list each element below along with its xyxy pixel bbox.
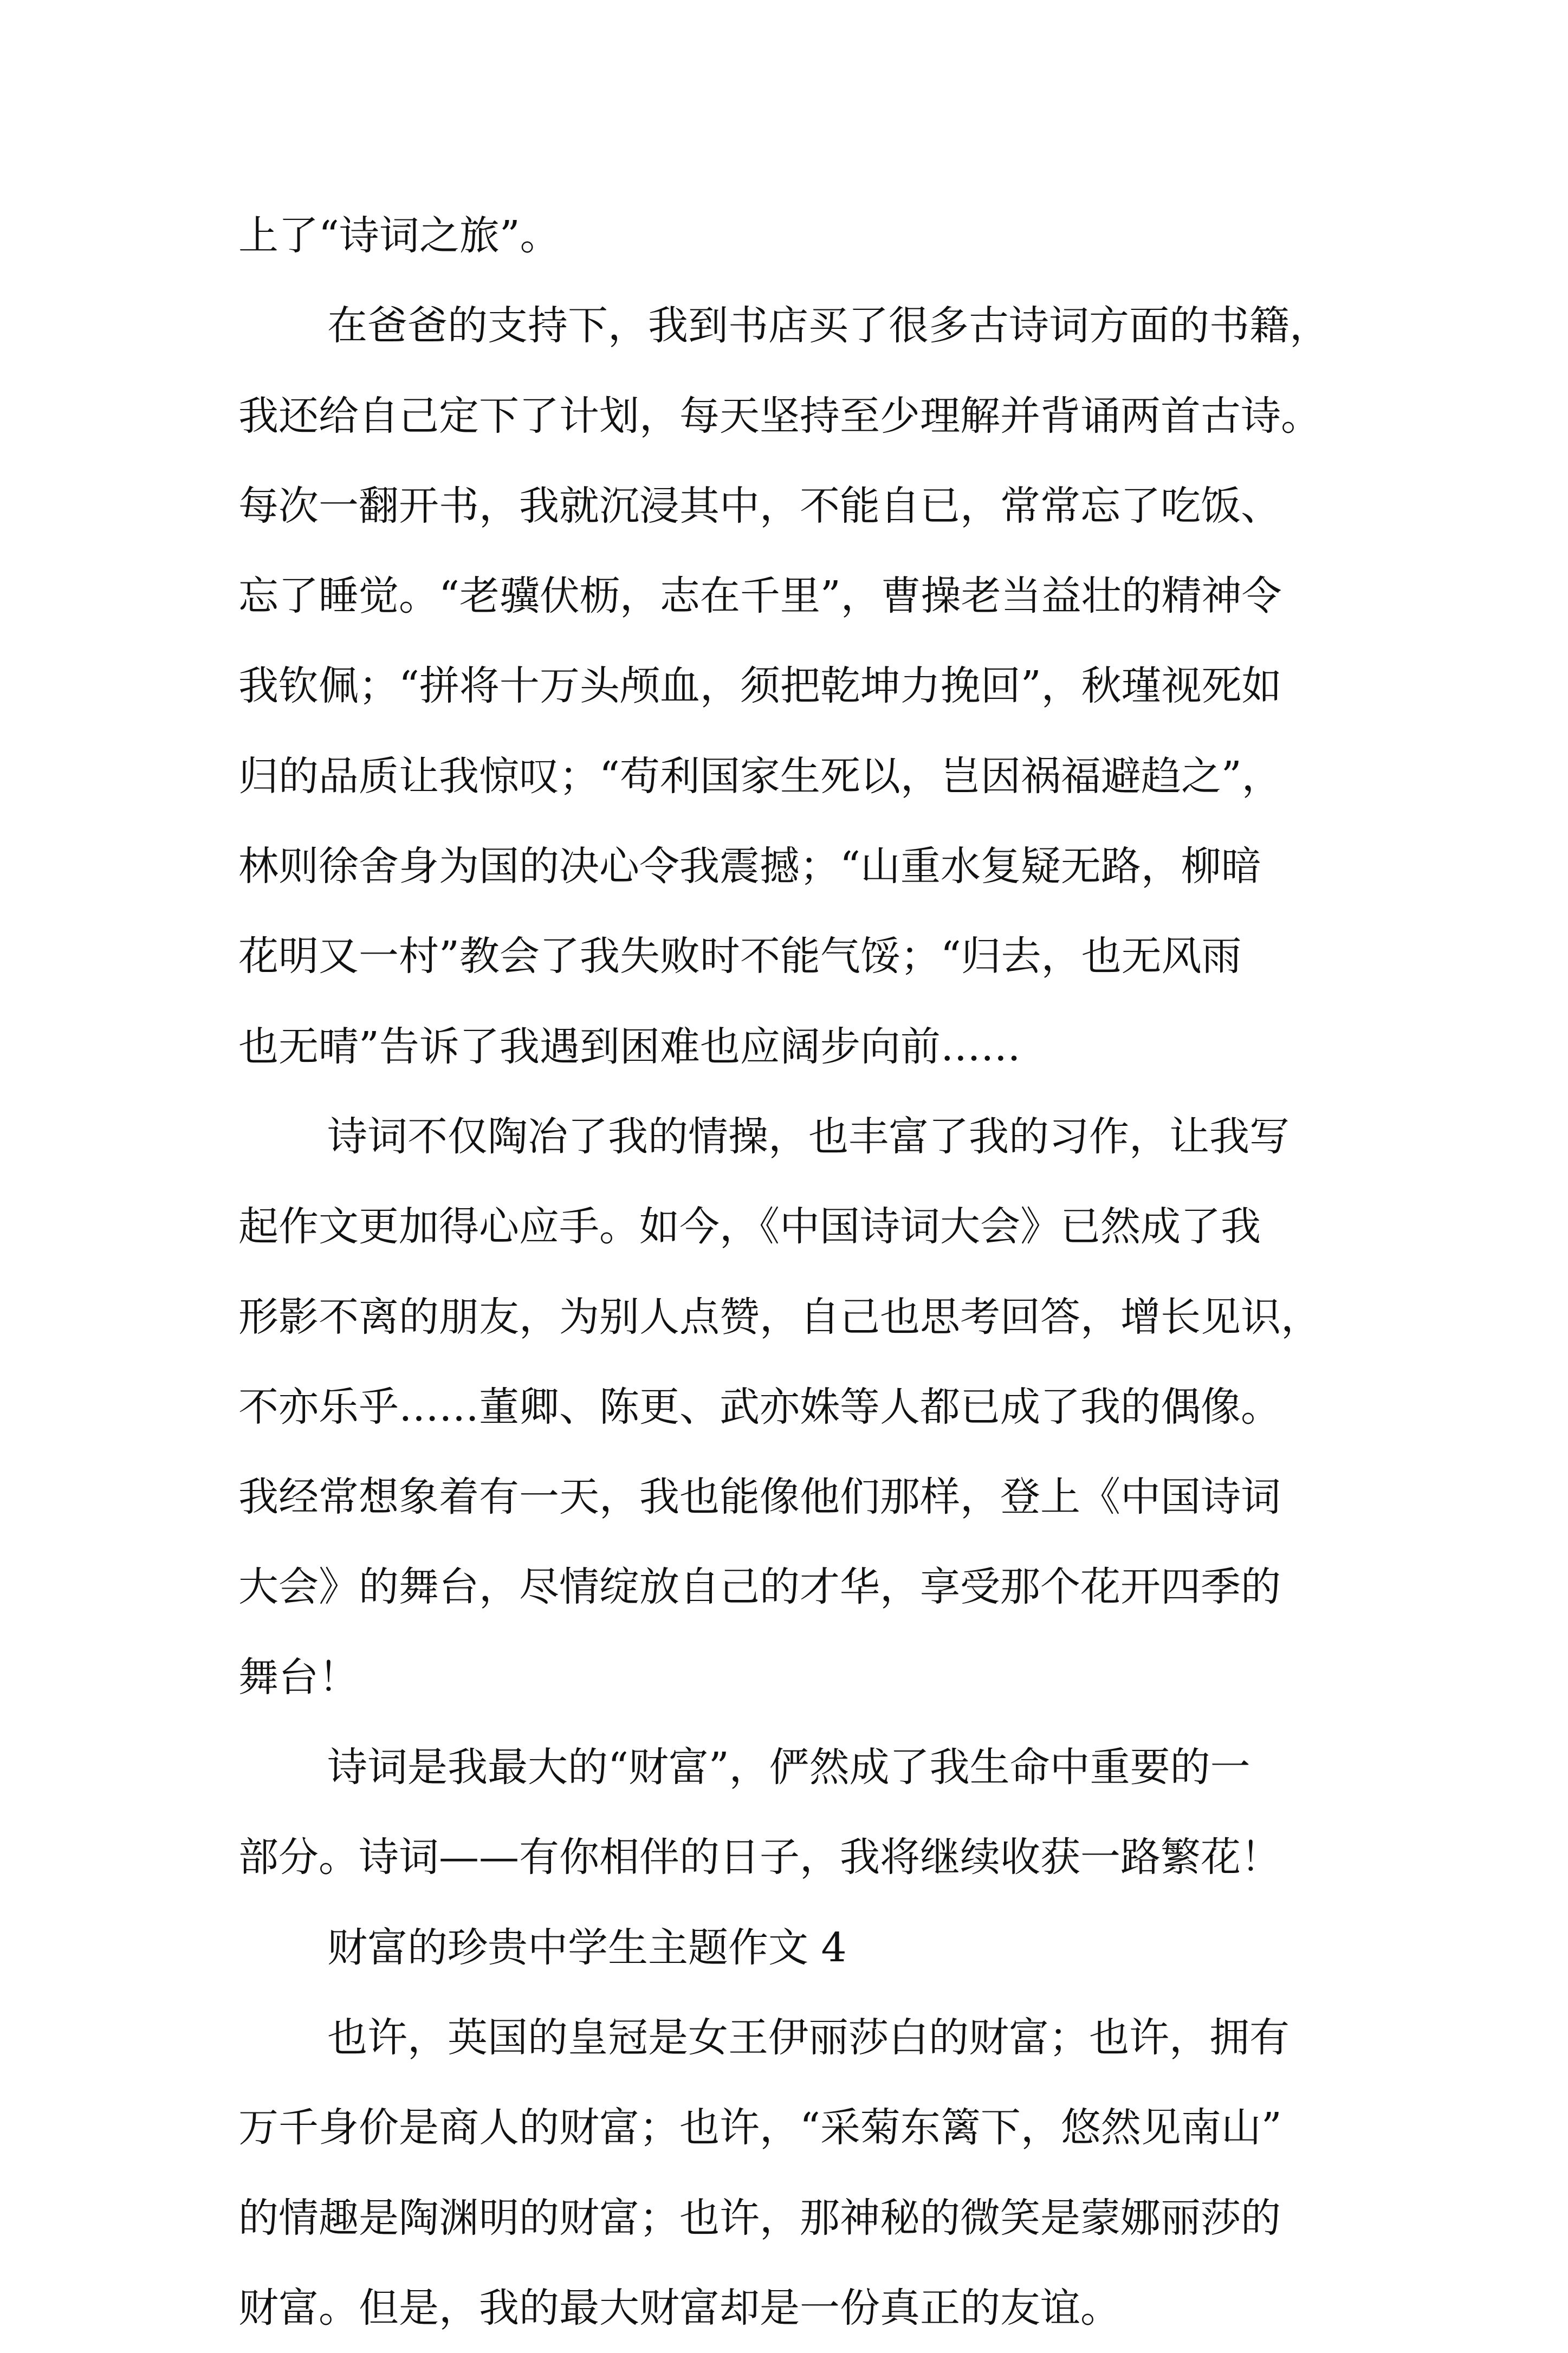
text-line: 我还给自己定下了计划，每天坚持至少理解并背诵两首古诗。 xyxy=(238,392,1321,439)
text-line: 我经常想象着有一天，我也能像他们那样，登上《中国诗词 xyxy=(238,1474,1281,1521)
text-line: 形影不离的朋友，为别人点赞，自己也思考回答，增长见识， xyxy=(238,1293,1321,1340)
text-line: 的情趣是陶渊明的财富；也许，那神秘的微笑是蒙娜丽莎的 xyxy=(238,2194,1281,2241)
text-line: 也无晴”告诉了我遇到困难也应阔步向前…… xyxy=(238,1023,1021,1070)
text-line: 起作文更加得心应手。如今，《中国诗词大会》已然成了我 xyxy=(238,1203,1261,1250)
text-line: 花明又一村”教会了我失败时不能气馁；“归去，也无风雨 xyxy=(238,933,1242,980)
text-line: 每次一翻开书，我就沉浸其中，不能自已，常常忘了吃饭、 xyxy=(238,482,1281,529)
text-line: 万千身价是商人的财富；也许，“采菊东篱下，悠然见南山” xyxy=(238,2104,1282,2151)
text-line: 诗词是我最大的“财富”，俨然成了我生命中重要的一 xyxy=(327,1744,1250,1791)
text-line: 舞台！ xyxy=(238,1654,359,1701)
text-line: 诗词不仅陶冶了我的情操，也丰富了我的习作，让我写 xyxy=(327,1113,1290,1160)
text-line: 部分。诗词——有你相伴的日子，我将继续收获一路繁花！ xyxy=(238,1834,1281,1881)
body-text xyxy=(238,191,1387,2353)
section-heading: 财富的珍贵中学生主题作文 4 xyxy=(327,1924,847,1971)
text-line: 也许，英国的皇冠是女王伊丽莎白的财富；也许，拥有 xyxy=(327,2014,1290,2061)
text-line: 在爸爸的支持下，我到书店买了很多古诗词方面的书籍， xyxy=(327,302,1330,349)
text-line: 大会》的舞台，尽情绽放自己的才华，享受那个花开四季的 xyxy=(238,1564,1281,1611)
text-line: 林则徐舍身为国的决心令我震撼；“山重水复疑无路，柳暗 xyxy=(238,843,1261,890)
text-line: 忘了睡觉。“老骥伏枥，志在千里”，曹操老当益壮的精神令 xyxy=(238,573,1282,620)
text-line: 不亦乐乎……董卿、陈更、武亦姝等人都已成了我的偶像。 xyxy=(238,1383,1281,1430)
text-line: 财富。但是，我的最大财富却是一份真正的友谊。 xyxy=(238,2284,1120,2331)
text-line: 归的品质让我惊叹；“苟利国家生死以，岂因祸福避趋之”， xyxy=(238,753,1282,800)
text-line: 我钦佩；“拼将十万头颅血，须把乾坤力挽回”，秋瑾视死如 xyxy=(238,663,1282,710)
text-line: 上了“诗词之旅”。 xyxy=(238,212,560,259)
